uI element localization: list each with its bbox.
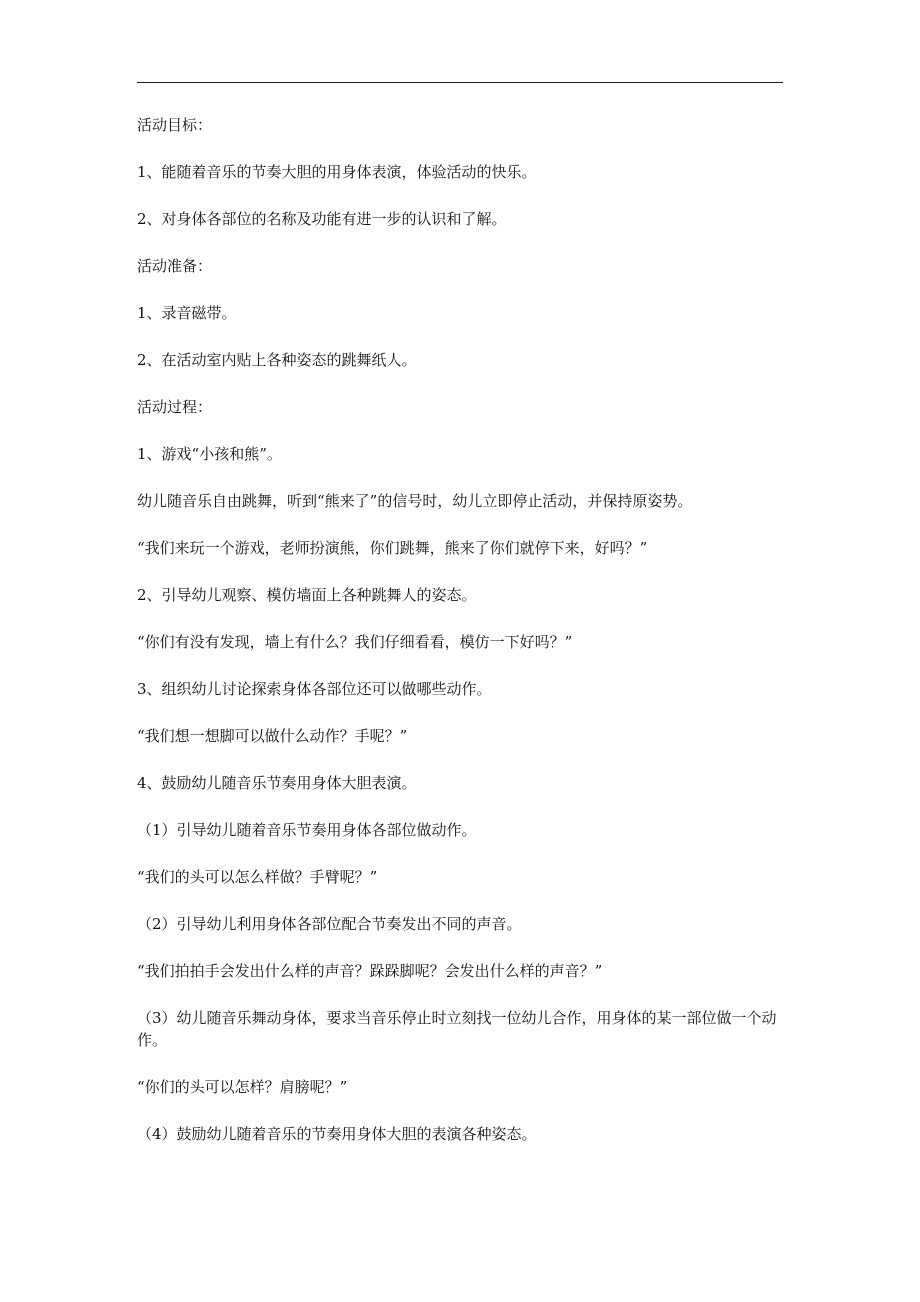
paragraph: 2、引导幼儿观察、模仿墙面上各种跳舞人的姿态。: [137, 586, 477, 604]
paragraph: 1、游戏“小孩和熊”。: [137, 445, 282, 463]
paragraph: 2、对身体各部位的名称及功能有进一步的认识和了解。: [137, 210, 507, 228]
paragraph: “我们的头可以怎么样做？手臂呢？”: [137, 868, 378, 886]
paragraph: （4）鼓励幼儿随着音乐的节奏用身体大胆的表演各种姿态。: [137, 1125, 537, 1143]
header-rule: [137, 82, 783, 83]
paragraph: 幼儿随音乐自由跳舞，听到“熊来了”的信号时，幼儿立即停止活动，并保持原姿势。: [137, 492, 693, 510]
section-heading-preparation: 活动准备：: [137, 257, 213, 275]
section-heading-process: 活动过程：: [137, 398, 213, 416]
paragraph: （1）引导幼儿随着音乐节奏用身体各部位做动作。: [137, 821, 477, 839]
paragraph: “你们的头可以怎样？肩膀呢？”: [137, 1078, 348, 1096]
paragraph: （2）引导幼儿利用身体各部位配合节奏发出不同的声音。: [137, 915, 522, 933]
paragraph: （3）幼儿随音乐舞动身体，要求当音乐停止时立刻找一位幼儿合作，用身体的某一部位做一个动作。: [137, 1009, 777, 1049]
paragraph: “你们有没有发现，墙上有什么？我们仔细看看，模仿一下好吗？”: [137, 633, 573, 651]
paragraph: 3、组织幼儿讨论探索身体各部位还可以做哪些动作。: [137, 680, 492, 698]
paragraph: 1、录音磁带。: [137, 304, 237, 322]
paragraph: 4、鼓励幼儿随音乐节奏用身体大胆表演。: [137, 774, 417, 792]
paragraph: 1、能随着音乐的节奏大胆的用身体表演，体验活动的快乐。: [137, 163, 537, 181]
section-heading-goals: 活动目标：: [137, 116, 213, 134]
paragraph: “我们来玩一个游戏，老师扮演熊，你们跳舞，熊来了你们就停下来，好吗？”: [137, 539, 648, 557]
document-body: [137, 114, 787, 1145]
paragraph: “我们拍拍手会发出什么样的声音？跺跺脚呢？会发出什么样的声音？”: [137, 962, 603, 980]
paragraph: 2、在活动室内贴上各种姿态的跳舞纸人。: [137, 351, 417, 369]
paragraph: “我们想一想脚可以做什么动作？手呢？”: [137, 727, 408, 745]
